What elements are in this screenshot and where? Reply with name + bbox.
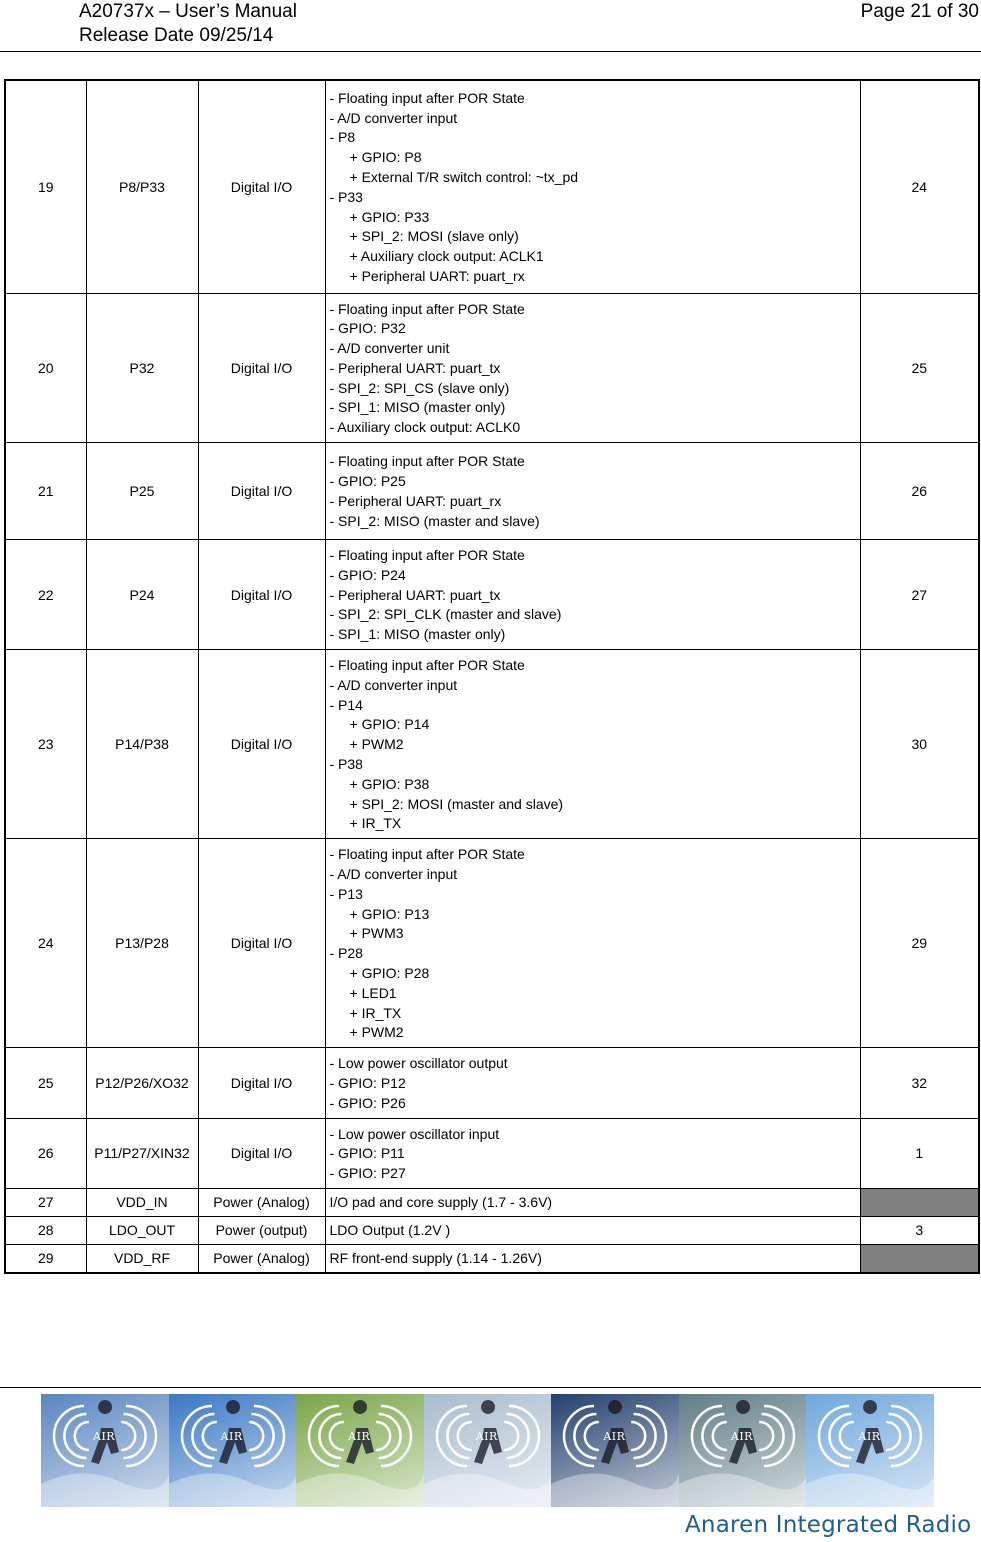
pin-number: 19 <box>5 80 86 293</box>
pin-type: Digital I/O <box>198 293 325 443</box>
pin-number: 28 <box>5 1216 86 1244</box>
description-line: + GPIO: P38 <box>349 775 430 792</box>
description-line: + GPIO: P14 <box>349 716 430 733</box>
skateboarder-icon <box>806 1394 934 1507</box>
pin-reference <box>860 1244 979 1273</box>
skydiver-icon <box>41 1394 169 1507</box>
pin-reference: 24 <box>860 80 979 293</box>
air-badge: AIR <box>220 1430 243 1443</box>
pin-description <box>325 650 860 839</box>
pin-reference: 26 <box>860 443 979 540</box>
pin-reference <box>860 1188 979 1216</box>
pin-reference: 32 <box>860 1048 979 1118</box>
pin-type: Digital I/O <box>198 443 325 540</box>
description-line: LDO Output (1.2V ) <box>329 1221 451 1238</box>
description-line: - Peripheral UART: puart_rx <box>329 493 502 510</box>
description-line: - Floating input after POR State <box>329 547 525 564</box>
description-line: - GPIO: P11 <box>329 1145 405 1162</box>
pin-reference: 29 <box>860 839 979 1048</box>
pin-type: Digital I/O <box>198 1118 325 1188</box>
kayaker-icon <box>679 1394 807 1507</box>
air-badge: AIR <box>603 1430 626 1443</box>
pin-name: P24 <box>86 540 198 650</box>
description-line: + GPIO: P13 <box>349 905 430 922</box>
pin-number: 29 <box>5 1244 86 1273</box>
description-line: - P14 <box>329 696 363 713</box>
description-line: - SPI_1: MISO (master only) <box>329 626 506 643</box>
description-line: - Floating input after POR State <box>329 846 525 863</box>
pin-type: Digital I/O <box>198 80 325 293</box>
table-row <box>5 293 979 443</box>
description-line: - Floating input after POR State <box>329 300 525 317</box>
pin-description <box>325 80 860 293</box>
pin-number: 20 <box>5 293 86 443</box>
description-line: + External T/R switch control: ~tx_pd <box>349 168 579 185</box>
description-line: + PWM2 <box>349 736 404 753</box>
description-line: + GPIO: P33 <box>349 208 430 225</box>
description-line: - Low power oscillator output <box>329 1055 508 1072</box>
footer-divider <box>0 1387 981 1388</box>
pin-description <box>325 540 860 650</box>
pin-description <box>325 1216 860 1244</box>
pin-name: P14/P38 <box>86 650 198 839</box>
pin-reference: 25 <box>860 293 979 443</box>
description-line: - GPIO: P12 <box>329 1075 406 1091</box>
pin-name: P25 <box>86 443 198 540</box>
pin-description <box>325 1188 860 1216</box>
description-line: - Peripheral UART: puart_tx <box>329 359 501 376</box>
pin-type: Digital I/O <box>198 540 325 650</box>
description-line: + PWM2 <box>349 1024 404 1041</box>
description-line: - SPI_2: SPI_CS (slave only) <box>329 379 510 396</box>
air-badge: AIR <box>93 1430 116 1443</box>
description-line: - A/D converter input <box>329 676 458 693</box>
pin-name: P11/P27/XIN32 <box>86 1118 198 1188</box>
description-line: - Auxiliary clock output: ACLK0 <box>329 419 521 436</box>
pin-reference: 3 <box>860 1216 979 1244</box>
description-line: - P33 <box>329 188 363 205</box>
description-line: + Peripheral UART: puart_rx <box>349 267 525 284</box>
table-row <box>5 1118 979 1188</box>
description-line: - P8 <box>329 129 356 146</box>
description-line: - A/D converter input <box>329 866 458 883</box>
release-date: Release Date 09/25/14 <box>79 25 274 46</box>
snowboarder-icon <box>424 1394 552 1507</box>
pin-number: 26 <box>5 1118 86 1188</box>
page-header <box>0 0 981 52</box>
description-line: + IR_TX <box>349 815 402 832</box>
pin-number: 21 <box>5 443 86 540</box>
pin-name: VDD_IN <box>86 1188 198 1216</box>
description-line: + IR_TX <box>349 1004 402 1021</box>
pin-type: Power (Analog) <box>198 1188 325 1216</box>
table-row <box>5 1216 979 1244</box>
table-row <box>5 540 979 650</box>
pin-type: Digital I/O <box>198 1048 325 1118</box>
description-line: - SPI_2: SPI_CLK (master and slave) <box>329 606 562 623</box>
pin-name: P12/P26/XO32 <box>86 1048 198 1118</box>
pin-reference: 30 <box>860 650 979 839</box>
description-line: - GPIO: P32 <box>329 320 406 337</box>
description-line: - P38 <box>329 756 363 773</box>
pin-name: LDO_OUT <box>86 1216 198 1244</box>
description-line: - P13 <box>329 885 363 902</box>
description-line: + GPIO: P8 <box>349 149 422 166</box>
pin-reference: 27 <box>860 540 979 650</box>
table-row <box>5 80 979 293</box>
description-line: + Auxiliary clock output: ACLK1 <box>349 248 544 265</box>
description-line: - Floating input after POR State <box>329 453 525 470</box>
pin-type: Power (output) <box>198 1216 325 1244</box>
air-badge: AIR <box>730 1430 753 1443</box>
description-line: - P28 <box>329 945 363 962</box>
page-number: Page 21 of 30 <box>860 1 979 22</box>
description-line: - SPI_2: MISO (master and slave) <box>329 512 540 529</box>
pin-name: P32 <box>86 293 198 443</box>
table-row <box>5 839 979 1048</box>
description-line: + GPIO: P28 <box>349 965 430 982</box>
description-line: + SPI_2: MOSI (slave only) <box>349 228 519 245</box>
skier-icon <box>169 1394 297 1507</box>
description-line: - GPIO: P27 <box>329 1165 406 1182</box>
mountain-biker-icon <box>296 1394 424 1507</box>
table-row <box>5 1048 979 1118</box>
air-badge: AIR <box>858 1430 881 1443</box>
description-line: - Peripheral UART: puart_tx <box>329 586 501 603</box>
windsurfer-icon <box>551 1394 679 1507</box>
table-row <box>5 1244 979 1273</box>
pin-reference: 1 <box>860 1118 979 1188</box>
manual-title: A20737x – User’s Manual <box>79 1 297 22</box>
pin-description-table <box>4 79 980 1274</box>
description-line: - SPI_1: MISO (master only) <box>329 399 506 416</box>
description-line: - Floating input after POR State <box>329 89 525 106</box>
air-badge: AIR <box>475 1430 498 1443</box>
table-row <box>5 443 979 540</box>
air-badge: AIR <box>348 1430 371 1443</box>
pin-name: P13/P28 <box>86 839 198 1048</box>
pin-description <box>325 1244 860 1273</box>
description-line: - GPIO: P24 <box>329 566 406 583</box>
description-line: - GPIO: P26 <box>329 1094 406 1111</box>
description-line: + SPI_2: MOSI (master and slave) <box>349 795 564 812</box>
table-row <box>5 650 979 839</box>
description-line: + PWM3 <box>349 925 404 942</box>
description-line: + LED1 <box>349 984 397 1001</box>
pin-number: 22 <box>5 540 86 650</box>
pin-type: Power (Analog) <box>198 1244 325 1273</box>
pin-name: VDD_RF <box>86 1244 198 1273</box>
description-line: - Floating input after POR State <box>329 657 525 674</box>
description-line: - A/D converter unit <box>329 340 450 357</box>
table-row <box>5 1188 979 1216</box>
pin-number: 25 <box>5 1048 86 1118</box>
description-line: - Low power oscillator input <box>329 1125 500 1142</box>
pin-number: 27 <box>5 1188 86 1216</box>
pin-name: P8/P33 <box>86 80 198 293</box>
description-line: RF front-end supply (1.14 - 1.26V) <box>329 1249 542 1266</box>
description-line: - GPIO: P25 <box>329 473 406 490</box>
pin-description <box>325 443 860 540</box>
footer-banner <box>41 1394 934 1507</box>
description-line: - A/D converter input <box>329 109 458 126</box>
pin-description <box>325 839 860 1048</box>
brand-name: Anaren Integrated Radio <box>685 1512 972 1538</box>
header-divider <box>0 51 981 52</box>
pin-description <box>325 1048 860 1118</box>
description-line: I/O pad and core supply (1.7 - 3.6V) <box>329 1193 553 1210</box>
pin-number: 24 <box>5 839 86 1048</box>
pin-type: Digital I/O <box>198 650 325 839</box>
pin-number: 23 <box>5 650 86 839</box>
pin-description <box>325 1118 860 1188</box>
pin-type: Digital I/O <box>198 839 325 1048</box>
pin-description <box>325 293 860 443</box>
